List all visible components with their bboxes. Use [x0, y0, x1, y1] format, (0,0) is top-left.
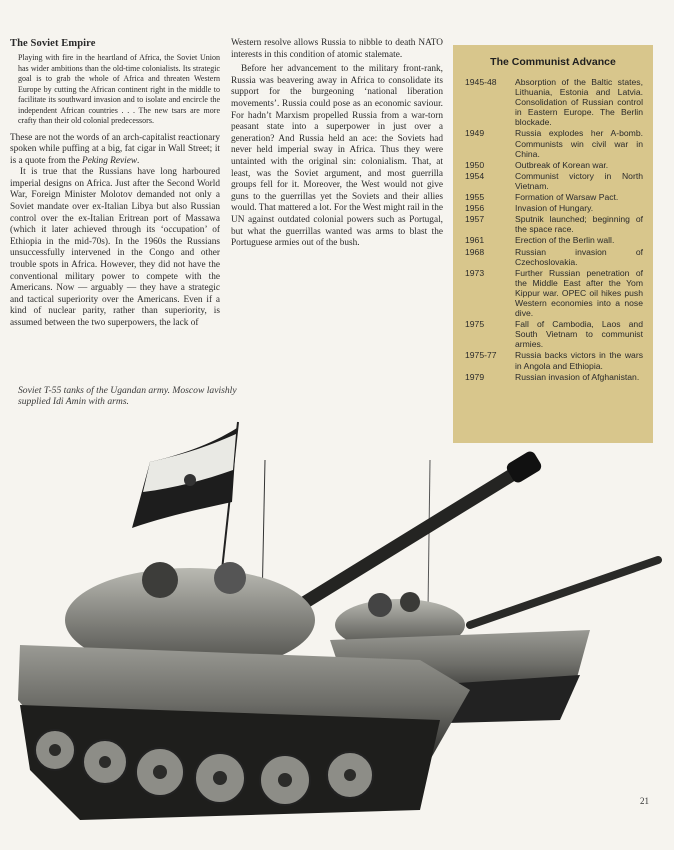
timeline-entry — [465, 192, 643, 202]
timeline-year: 1949 — [465, 128, 485, 139]
timeline-year: 1957 — [465, 214, 485, 225]
article-heading: The Soviet Empire — [10, 38, 96, 49]
timeline-entry — [465, 350, 643, 370]
timeline-year: 1973 — [465, 267, 485, 278]
timeline-entry — [465, 160, 643, 170]
timeline-entry — [465, 203, 643, 213]
timeline-entry — [465, 319, 643, 349]
timeline-event: Outbreak of Korean war. — [515, 159, 609, 170]
page-number: 21 — [640, 796, 649, 806]
timeline-event: Fall of Cambodia, Laos and South Vietnam to communist armies. — [515, 319, 643, 350]
source-title: Peking Review — [82, 155, 138, 166]
photo-caption: Soviet T-55 tanks of the Ugandan army. Moscow lavishly supplied Idi Amin with arms. — [18, 385, 237, 408]
timeline-entry — [465, 77, 643, 127]
timeline-event: Russia backs victors in the wars in Angola and Ethiopia. — [515, 350, 643, 371]
timeline-entry — [465, 128, 643, 158]
timeline-entries — [453, 77, 653, 382]
timeline-year: 1950 — [465, 159, 485, 170]
article-column-1 — [10, 38, 220, 330]
timeline-event: Absorption of the Baltic states, Lithuania, Estonia and Latvia. Consolidation of Russian control in Eastern Europe. The Berlin blockade. — [515, 77, 643, 128]
paragraph-1-text: These are not the words of an arch-capitalist reactionary spoken while puffing at a big, fat cigar in Wall Street; it is a quote from the — [10, 132, 220, 166]
intro-quote: Playing with fire in the heartland of Africa, the Soviet Union has wider ambitions than the old-time colonialists. Its strategic goal is to grab the whole of Africa and threaten Western Europe by cutting the African continent right in the middle to facilitate its southward invasion and to isolate and encircle the independent African countries . . . The new tsars are more crafty than their old colonial predecessors. — [18, 53, 220, 125]
paragraph-2: It is true that the Russians have long harboured imperial designs on Africa. Just after the Second World War, Foreign Minister Molotov demanded not only a Soviet mandate over ex-Italian Libya but also Russian control over the ex-Italian Eritrean port of Massawa (which it later achieved through its ‘occupation’ of Ethiopia in the mid-70s). In the 1960s the Russians unsuccessfully intervened in the Congo and other trouble spots in Africa. However, they did not have the conventional military power to compete with the Americans. Now — arguably — they have a strategic and tactical superiority over the Americans. Even if a kind of nuclear parity, rather than superiority, is assumed between the two superpowers, the lack of — [10, 167, 220, 328]
timeline-event: Russia explodes her A-bomb. Communists win civil war in China. — [515, 128, 643, 159]
timeline-year: 1954 — [465, 170, 485, 181]
communist-advance-timeline — [453, 45, 653, 443]
timeline-event: Invasion of Hungary. — [515, 203, 594, 214]
paragraph-1-end: . — [137, 155, 140, 166]
timeline-year: 1979 — [465, 371, 485, 382]
article-column-2 — [231, 38, 443, 250]
timeline-year: 1968 — [465, 246, 485, 257]
timeline-entry — [465, 268, 643, 318]
timeline-entry — [465, 247, 643, 267]
timeline-event: Sputnik launched; beginning of the space race. — [515, 214, 643, 235]
timeline-entry — [465, 235, 643, 245]
timeline-year: 1955 — [465, 192, 485, 203]
paragraph-2-continued: Western resolve allows Russia to nibble to death NATO interests in this condition of atomic stalemate. — [231, 38, 443, 60]
timeline-title: The Communist Advance — [490, 56, 616, 68]
timeline-entry — [465, 171, 643, 191]
timeline-event: Formation of Warsaw Pact. — [515, 192, 619, 203]
timeline-event: Erection of the Berlin wall. — [515, 235, 615, 246]
tank-photo — [0, 420, 674, 850]
timeline-year: 1956 — [465, 203, 485, 214]
timeline-year: 1975-77 — [465, 350, 497, 361]
timeline-entry — [465, 372, 643, 382]
timeline-event: Russian invasion of Afghanistan. — [515, 371, 640, 382]
timeline-event: Communist victory in North Vietnam. — [515, 170, 643, 191]
paragraph-3: Before her advancement to the military front-rank, Russia was beavering away in Africa to consolidate its support for the burgeoning ‘national liberation movements’. Russia could pose as an economic saviour. For hadn’t Marxism propelled Russia from a war-torn peasant state into a superpower in just over a generation? And Russia held an ace: the Soviets had never held imperial sway in Africa. Thus they were untainted with the original sin: colonialism. That, at least, was the Soviet argument, and most guerrilla groups fell for it. Moreover, the West would not give guns to the guerrillas yet the Soviets and their allies would. That mattered a lot. For the West might rail in the UN against outdated colonial powers such as Portugal, but what the guerrillas wanted was arms to blast the Portuguese armies out of the bush. — [231, 64, 443, 249]
timeline-year: 1945-48 — [465, 77, 497, 87]
timeline-entry — [465, 214, 643, 234]
timeline-year: 1975 — [465, 319, 485, 330]
paragraph-1 — [10, 133, 220, 168]
timeline-event: Further Russian penetration of the Middle East after the Yom Kippur war. OPEC oil hikes push Western economies into a nose dive. — [515, 267, 643, 319]
timeline-year: 1961 — [465, 235, 485, 246]
timeline-event: Russian invasion of Czechoslovakia. — [515, 246, 643, 267]
front-tank — [18, 449, 543, 820]
